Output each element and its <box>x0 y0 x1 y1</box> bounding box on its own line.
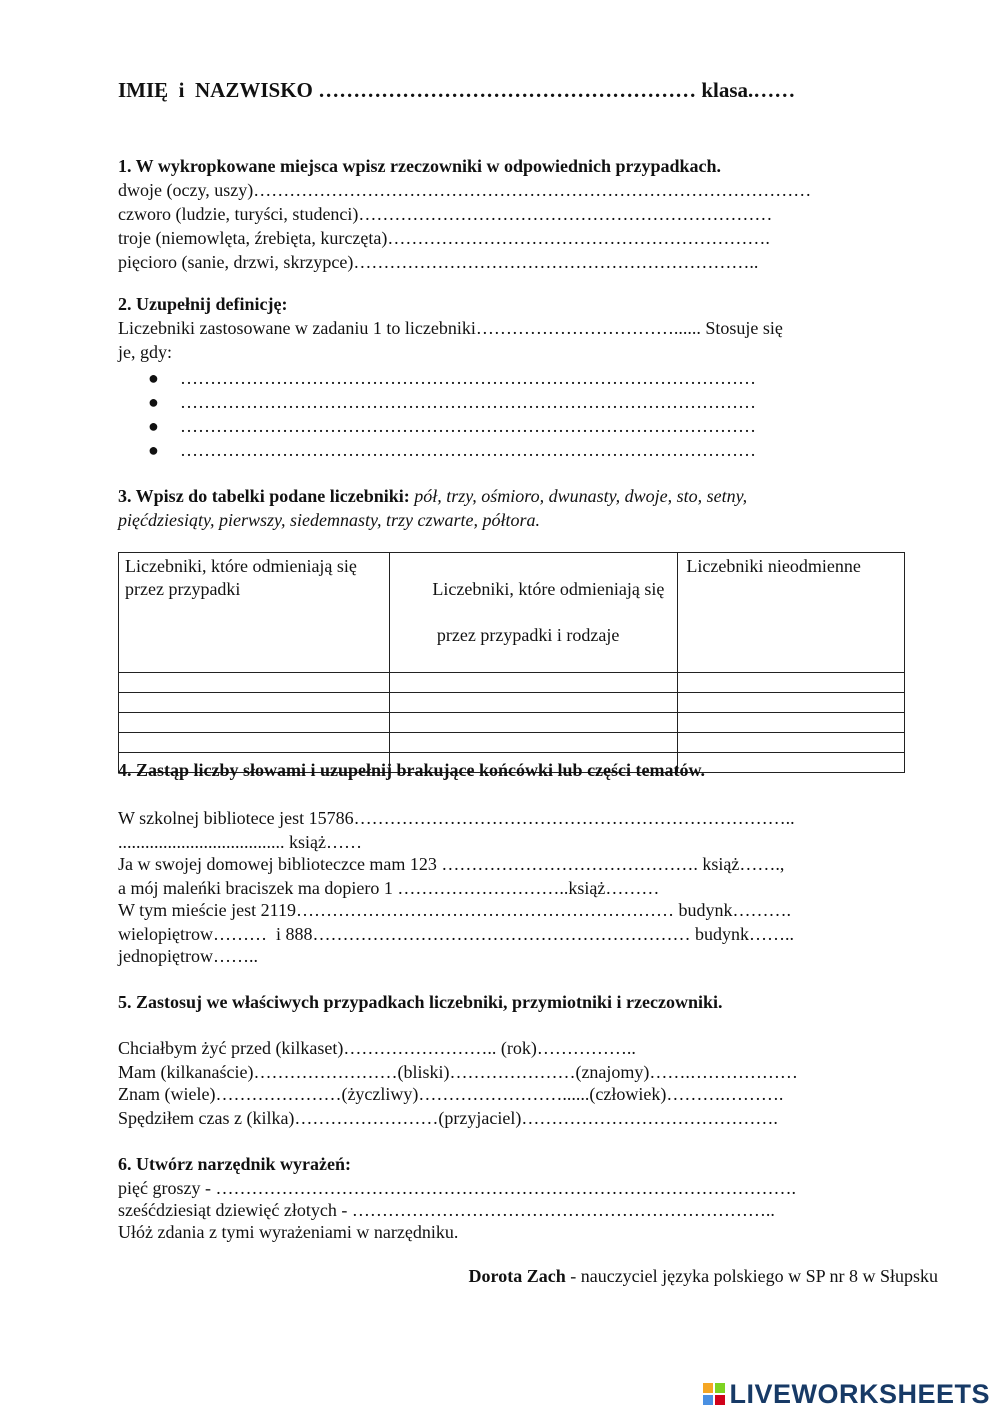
answer-cell[interactable] <box>390 673 678 693</box>
header-text: Liczebniki, które odmieniają się <box>125 556 357 576</box>
task5-line: Chciałbym żyć przed (kilkaset)…………………….. (rok)…………….. <box>118 1038 636 1058</box>
logo-square <box>703 1383 713 1393</box>
task4-line: jednopiętrow…….. <box>118 946 258 966</box>
answer-cell[interactable] <box>390 693 678 713</box>
bullet-icon: ● <box>148 368 159 388</box>
task6-heading: 6. Utwórz narzędnik wyrażeń: <box>118 1154 351 1174</box>
answer-cell[interactable] <box>678 673 905 693</box>
logo-square <box>715 1383 725 1393</box>
task2-bullet-answer: …………………………………………………………………………………… <box>180 368 756 388</box>
header-text: Liczebniki, które odmieniają się <box>432 579 665 599</box>
task1-heading: 1. W wykropkowane miejsca wpisz rzeczowniki w odpowiednich przypadkach. <box>118 156 722 176</box>
task4-line: Ja w swojej domowej biblioteczce mam 123 ……………………………………. książ……., <box>118 854 785 874</box>
task5-line: Znam (wiele)…………………(życzliwy)……………………......(człowiek)……….………. <box>118 1084 784 1104</box>
task5-line: Mam (kilkanaście)……………………(bliski)…………………(znajomy)…….……………… <box>118 1062 798 1082</box>
table-header-row <box>119 553 905 673</box>
answer-cell[interactable] <box>678 693 905 713</box>
logo-text: LIVEWORKSHEETS <box>729 1378 990 1409</box>
author-name: Dorota Zach <box>468 1266 566 1286</box>
answer-cell[interactable] <box>678 713 905 733</box>
table-row <box>119 673 905 693</box>
answer-cell[interactable] <box>119 733 390 753</box>
header-text: przez przypadki <box>125 579 241 599</box>
answer-cell[interactable] <box>678 753 905 773</box>
task1-line: pięcioro (sanie, drzwi, skrzypce)………………………………………………………….. <box>118 252 759 272</box>
task4-line: ..................................... książ…… <box>118 832 362 852</box>
table-header-cell <box>390 553 678 673</box>
numerals-table <box>118 552 905 773</box>
task5-heading: 5. Zastosuj we właściwych przypadkach liczebniki, przymiotniki i rzeczowniki. <box>118 992 723 1012</box>
task6-line: Ułóż zdania z tymi wyrażeniami w narzędniku. <box>118 1222 459 1242</box>
task2-bullet-answer: …………………………………………………………………………………… <box>180 392 756 412</box>
task4-line: W szkolnej bibliotece jest 15786……………………………………………………………….. <box>118 808 795 828</box>
task2-definition-line: Liczebniki zastosowane w zadaniu 1 to liczebniki……………………………...... Stosuje się <box>118 318 783 338</box>
header-text: przez przypadki i rodzaje <box>432 625 620 645</box>
bullet-icon: ● <box>148 416 159 436</box>
answer-cell[interactable] <box>119 713 390 733</box>
task4-heading: 4. Zastąp liczby słowami i uzupełnij brakujące końcówki lub części tematów. <box>118 760 706 780</box>
liveworksheets-mark-icon <box>703 1383 725 1405</box>
answer-cell[interactable] <box>119 693 390 713</box>
task4-line: a mój maleńki braciszek ma dopiero 1 ………………………..książ……… <box>118 878 660 898</box>
task3-items: pół, trzy, ośmioro, dwunasty, dwoje, sto, setny, <box>409 486 748 506</box>
table-row <box>119 693 905 713</box>
task2-bullet-answer: …………………………………………………………………………………… <box>180 440 756 460</box>
task6-line: pięć groszy - ……………………………………………………………………………………. <box>118 1178 796 1198</box>
answer-cell[interactable] <box>390 713 678 733</box>
answer-cell[interactable] <box>119 673 390 693</box>
bullet-icon: ● <box>148 392 159 412</box>
task3-instruction <box>118 484 747 508</box>
task2-heading: 2. Uzupełnij definicję: <box>118 294 288 314</box>
answer-cell[interactable] <box>678 733 905 753</box>
logo-square <box>703 1395 713 1405</box>
table-row <box>119 733 905 753</box>
task1-line: troje (niemowlęta, źrebięta, kurczęta)………………………………………………………. <box>118 228 770 248</box>
name-class-header: IMIĘ i NAZWISKO ……………………………………………… klasa.…… <box>118 78 796 102</box>
author-role: - nauczyciel języka polskiego w SP nr 8 w Słupsku <box>565 1266 938 1286</box>
task2-definition-line: je, gdy: <box>118 342 172 362</box>
table-row <box>119 713 905 733</box>
author-credit <box>469 1266 938 1287</box>
task4-line: W tym mieście jest 2119……………………………………………………… budynk………. <box>118 900 791 920</box>
table-header-cell <box>119 553 390 673</box>
task4-line: wielopiętrow……… i 888……………………………………………………… budynk…….. <box>118 924 794 944</box>
task6-line: sześćdziesiąt dziewięć złotych - …………………………………………………………….. <box>118 1200 775 1220</box>
answer-cell[interactable] <box>390 733 678 753</box>
task5-line: Spędziłem czas z (kilka)……………………(przyjaciel)……………………………………. <box>118 1108 778 1128</box>
task3-heading: 3. Wpisz do tabelki podane liczebniki: <box>118 486 410 506</box>
bullet-icon: ● <box>148 440 159 460</box>
task1-line: czworo (ludzie, turyści, studenci)…………………………………………………………… <box>118 204 773 224</box>
liveworksheets-logo[interactable] <box>703 1380 990 1408</box>
task2-bullet-answer: …………………………………………………………………………………… <box>180 416 756 436</box>
header-text: Liczebniki nieodmienne <box>686 556 861 576</box>
table-header-cell <box>678 553 905 673</box>
logo-square <box>715 1395 725 1405</box>
task1-line: dwoje (oczy, uszy)………………………………………………………………………………… <box>118 180 812 200</box>
task3-items: pięćdziesiąty, pierwszy, siedemnasty, trzy czwarte, półtora. <box>118 510 540 530</box>
